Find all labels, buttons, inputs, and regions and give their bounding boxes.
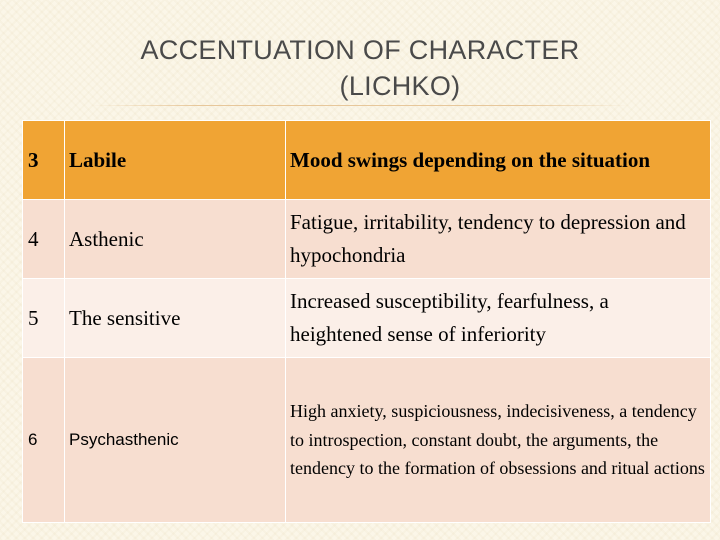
- row-number: 3: [23, 121, 65, 200]
- accentuation-description: High anxiety, suspiciousness, indecisiveness, a tendency to introspection, constant doubt, the arguments, the tendency to the formation of obsessions and ritual actions: [286, 358, 711, 523]
- accentuation-description: Mood swings depending on the situation: [286, 121, 711, 200]
- table-row: [23, 121, 711, 200]
- title-line-1: ACCENTUATION OF CHARACTER: [140, 35, 580, 65]
- row-number: 5: [23, 279, 65, 358]
- table-row: [23, 200, 711, 279]
- accentuation-table: [22, 120, 711, 523]
- accentuation-description: Fatigue, irritability, tendency to depression and hypochondria: [286, 200, 711, 279]
- row-number: 6: [23, 358, 65, 523]
- table-row: [23, 358, 711, 523]
- accentuation-type: Psychasthenic: [65, 358, 286, 523]
- accentuation-description: Increased susceptibility, fearfulness, a heightened sense of inferiority: [286, 279, 711, 358]
- accentuation-type: The sensitive: [65, 279, 286, 358]
- title-divider: [90, 105, 630, 106]
- table-row: [23, 279, 711, 358]
- title-line-2: (LICHKO): [339, 71, 461, 102]
- accentuation-type: Labile: [65, 121, 286, 200]
- row-number: 4: [23, 200, 65, 279]
- accentuation-type: Asthenic: [65, 200, 286, 279]
- slide-title: [0, 32, 720, 105]
